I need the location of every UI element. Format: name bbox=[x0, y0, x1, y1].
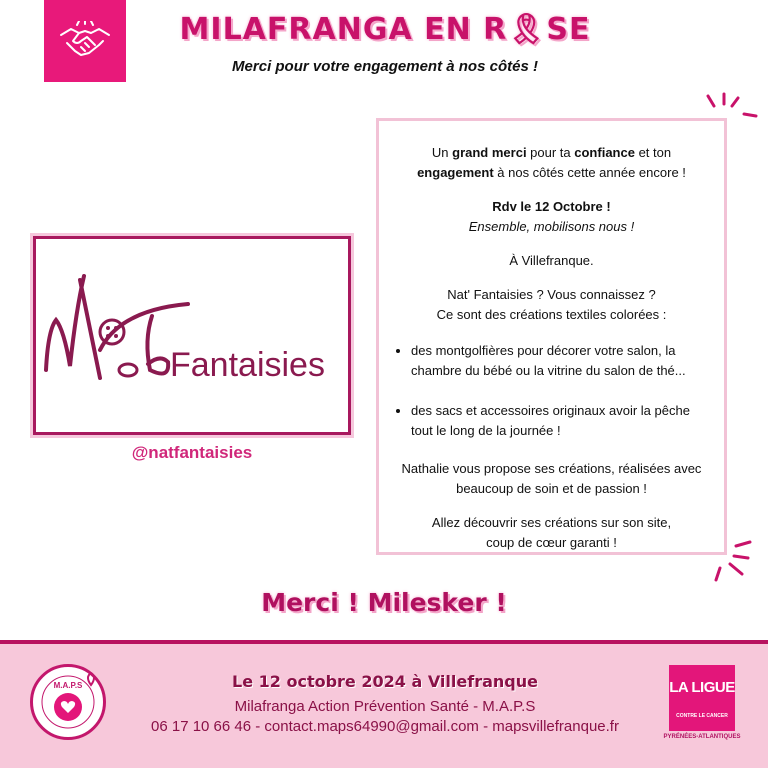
partner-logo-word: Fantaisies bbox=[170, 346, 325, 384]
heart-hands-icon bbox=[33, 667, 103, 737]
message-product-list bbox=[393, 341, 710, 441]
footer-contact: 06 17 10 66 46 - contact.maps64990@gmail.com - mapsvillefranque.fr bbox=[151, 718, 619, 735]
header-pink-tab bbox=[44, 0, 126, 82]
message-discover: Allez découvrir ses créations sur son site, coup de cœur garanti ! bbox=[431, 515, 672, 550]
message-thanks-paragraph: Un grand merci pour ta confiance et ton engagement à nos côtés cette année encore ! bbox=[417, 145, 686, 180]
list-item: • des sacs et accessoires originaux avoir la pêche tout le long de la journée ! bbox=[411, 401, 710, 441]
thanks-heading: Merci ! Milesker ! bbox=[261, 588, 507, 617]
handshake-icon bbox=[59, 21, 111, 61]
footer-date: Le 12 octobre 2024 à Villefranque bbox=[232, 672, 538, 691]
partner-handle: @natfantaisies bbox=[131, 443, 253, 462]
message-nathalie: Nathalie vous propose ses créations, réalisées avec beaucoup de soin et de passion ! bbox=[401, 461, 702, 496]
list-item: • des montgolfières pour décorer votre salon, la chambre du bébé ou la vitrine du salon de thé... bbox=[411, 341, 710, 381]
needle-thread-logo-mark bbox=[40, 270, 190, 390]
maps-logo bbox=[30, 664, 106, 740]
la-ligue-logo bbox=[669, 665, 735, 731]
thank-you-message-box bbox=[376, 118, 727, 555]
footer-org-name: Milafranga Action Prévention Santé - M.A.P.S bbox=[234, 698, 536, 715]
maps-logo-label: M.A.P.S bbox=[53, 681, 83, 690]
page-subtitle: Merci pour votre engagement à nos côtés ! bbox=[232, 58, 538, 75]
la-ligue-region: PYRÉNÉES-ATLANTIQUES bbox=[663, 734, 741, 740]
la-ligue-tagline: CONTRE LE CANCER bbox=[676, 713, 728, 719]
message-place: À Villefranque. bbox=[509, 253, 594, 268]
page-title: MILAFRANGA EN R🎗SE bbox=[179, 12, 591, 47]
message-rdv: Rdv le 12 Octobre ! Ensemble, mobilisons nous ! bbox=[468, 199, 635, 234]
message-intro: Nat' Fantaisies ? Vous connaissez ? Ce sont des créations textiles colorées : bbox=[436, 287, 667, 322]
la-ligue-name: LA LIGUE bbox=[669, 679, 735, 696]
